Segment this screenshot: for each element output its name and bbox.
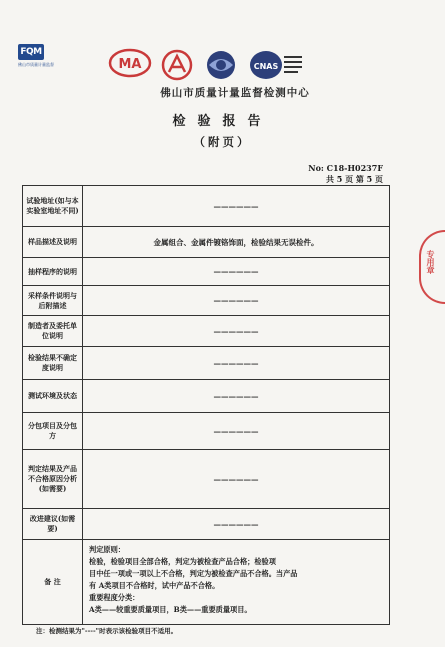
report-title: 检验报告 [172,114,273,129]
report-number-block [308,163,383,185]
row-label: 检验结果不确定度说明 [23,347,83,379]
notes-line: 有 A类项目不合格时，试中产品不合格。 [89,581,220,590]
table-row [23,186,389,227]
report-table [22,185,390,625]
row-value: —————— [213,267,259,276]
fqm-logo-mark: FQM [18,44,44,60]
table-row [23,258,389,286]
notes-line: 判定原则： [89,545,125,554]
notes-line: A类——较重要质量项目，B类——重要质量项目。 [89,605,252,614]
organization-name: 佛山市质量计量监督检测中心 [160,87,310,99]
notes-label: 备 注 [23,540,83,624]
row-label: 分包项目及分包方 [23,413,83,449]
row-label: 改进建议(如需要) [23,509,83,539]
page-indicator: 共 5 页 第 5 页 [325,174,383,184]
row-value: —————— [213,391,259,401]
row-value: —————— [213,201,259,211]
table-row [23,509,389,540]
row-label: 采样条件说明与后附描述 [23,286,83,315]
row-value: —————— [213,326,259,336]
notes-line: 检验，检验项目全部合格，判定为被检查产品合格；检验项 [89,557,276,566]
certification-logos [108,48,308,84]
fqm-logo-caption: 佛山市质量计量监督 [18,62,54,67]
report-subtitle: （附页） [193,135,252,149]
row-label: 试验地址(如与本实验室地址不同) [23,186,83,226]
notes-row [23,540,389,625]
footnote: 注：检测结果为"----"时表示该检验项目不适用。 [36,627,178,635]
notes-line: 重要程度分类： [89,593,140,602]
row-value: —————— [213,519,259,529]
row-value: 金属组合、金属件镀铬饰面，检验结果无误检件。 [153,237,319,247]
row-label: 抽样程序的说明 [23,258,83,285]
table-row [23,450,389,509]
table-row [23,413,389,450]
row-value: —————— [213,474,259,484]
fqm-logo [18,44,52,68]
table-row [23,227,389,258]
row-value: —————— [213,358,259,368]
row-label: 判定结果及产品不合格原因分析(如需要) [23,450,83,508]
report-number: No: C18-H0237F [308,163,383,173]
row-value: —————— [213,296,259,305]
ma-logo-text: MA [118,57,142,72]
cnas-logo-text: CNAS [253,62,279,71]
table-row [23,286,389,316]
ilac-logo [204,48,238,82]
row-label: 样品描述及说明 [23,227,83,257]
notes-line: 目中任一项或一项以上不合格，判定为被检查产品不合格。当产品 [89,569,298,578]
table-row [23,380,389,413]
cma-logo [108,48,152,78]
row-value: —————— [213,426,259,436]
row-label: 制造者及委托单位说明 [23,316,83,346]
row-label: 测试环境及状态 [23,380,83,412]
table-row [23,347,389,380]
table-row [23,316,389,347]
cal-logo [160,48,194,82]
seal-stamp [419,230,445,304]
notes-content [83,540,389,624]
cnas-logo [248,48,304,82]
seal-stamp-text: 专用章 [426,250,436,274]
